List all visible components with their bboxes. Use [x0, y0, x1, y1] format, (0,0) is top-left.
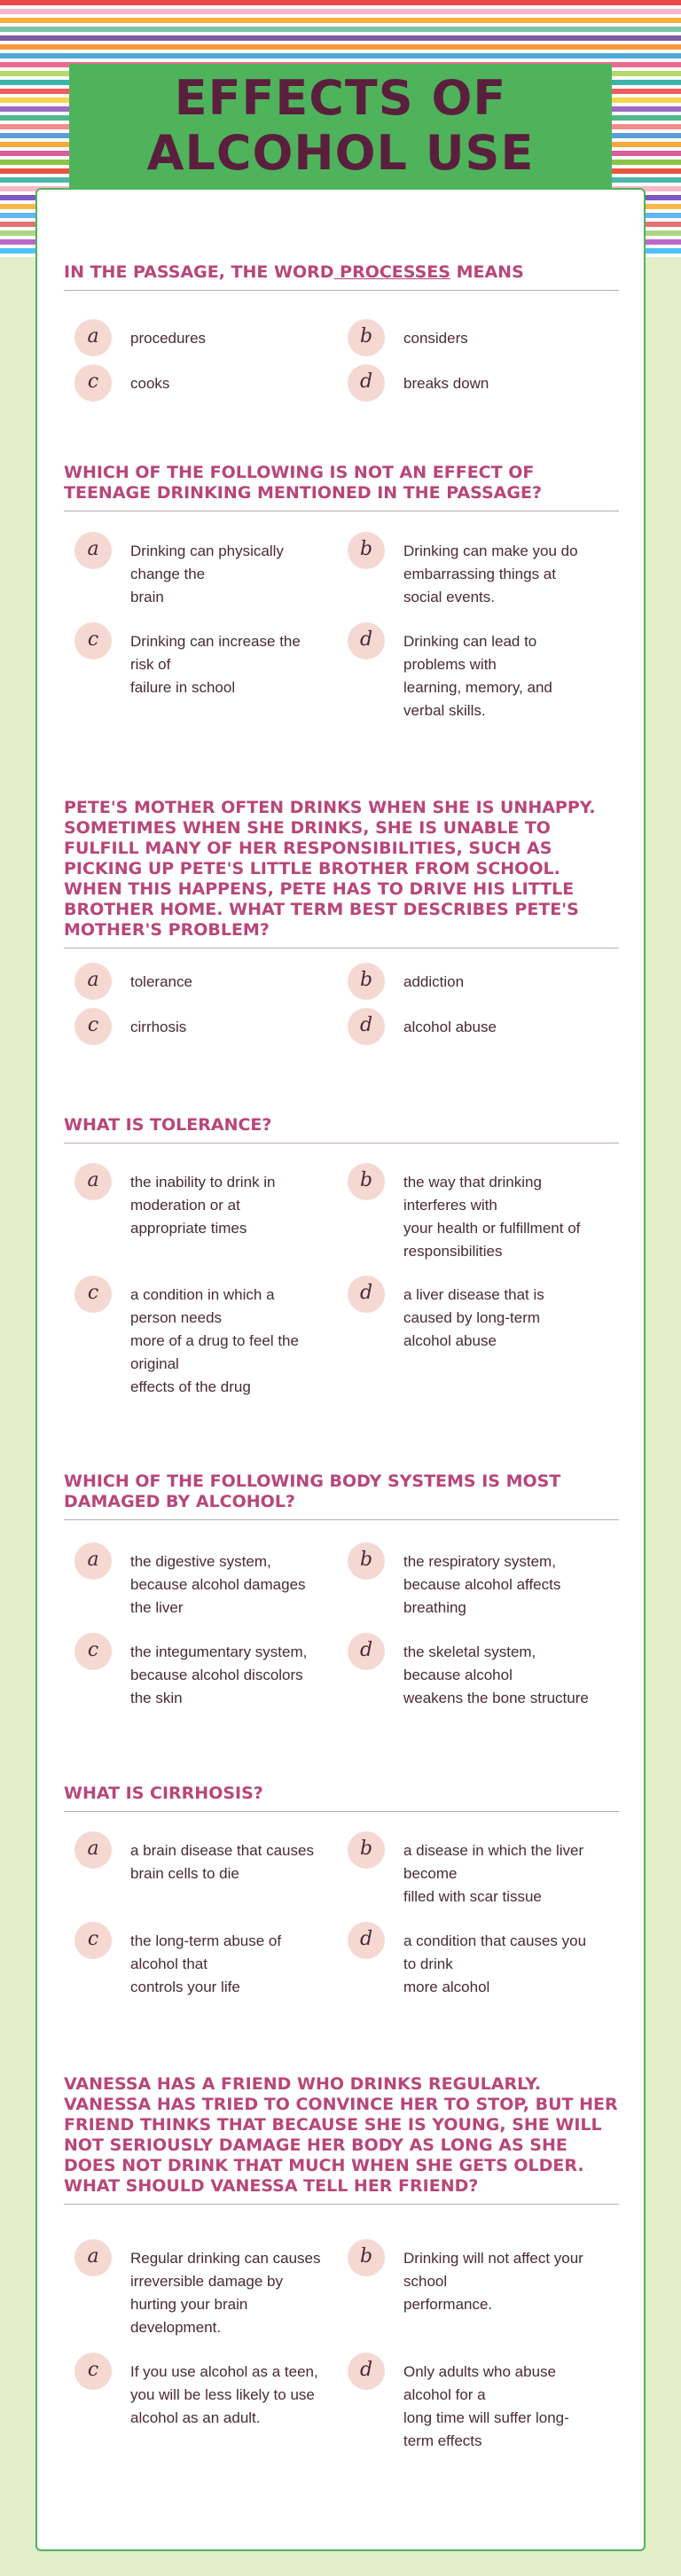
option-text: cirrhosis [130, 1019, 187, 1035]
option-letter-badge: b [348, 1163, 385, 1200]
option-text: the way that drinking interferes with your health or fulfillment of responsibilities [403, 1174, 581, 1260]
option-text: the integumentary system, because alcohol discolors the skin [130, 1643, 308, 1706]
option-letter-badge: b [348, 963, 385, 1000]
option-text: a liver disease that is caused by long-term alcohol abuse [403, 1286, 544, 1349]
option-text: the inability to drink in moderation or at appropriate times [130, 1174, 276, 1237]
question-7-text: VANESSA HAS A FRIEND WHO DRINKS REGULARLY. VANESSA HAS TRIED TO CONVINCE HER TO STOP, BUT HER FRIEND THINKS THAT BECAUSE SHE IS YOUNG, SHE WILL NOT SERIOUSLY DAMAGE HER BODY AS LONG AS SHE DOES NOT DRINK THAT MUCH WHEN SHE GETS OLDER. WHAT SHOULD VANESSA TELL HER FRIEND? [64, 2074, 619, 2205]
option-text: a condition that causes you to drink more alcohol [403, 1932, 587, 1995]
option-letter-badge: b [348, 319, 385, 356]
option-text: a brain disease that causes brain cells to die [130, 1842, 314, 1882]
option-letter-badge: a [74, 1163, 112, 1200]
option-letter-badge: c [74, 1633, 112, 1670]
stripe [0, 35, 681, 41]
option-letter-badge: d [348, 1633, 385, 1670]
option-text: a disease in which the liver become filled with scar tissue [403, 1842, 584, 1905]
option-letter-badge: a [74, 2239, 112, 2276]
option-text: Only adults who abuse alcohol for a long time will suffer long- term effects [403, 2363, 569, 2449]
quiz-card [35, 188, 646, 2551]
option-letter-badge: c [74, 1008, 112, 1045]
page-title: EFFECTS OF ALCOHOL USE [146, 70, 535, 181]
option-letter-badge: a [74, 532, 112, 569]
option-letter-badge: d [348, 364, 385, 402]
option-text: procedures [130, 330, 207, 347]
option-text: If you use alcohol as a teen, you will be less likely to use alcohol as an adult. [130, 2363, 318, 2426]
title-banner [69, 64, 612, 188]
question-1-underlined-word: PROCESSES [333, 262, 450, 282]
option-text: Drinking can increase the risk of failure in school [130, 633, 301, 696]
option-letter-badge: c [74, 622, 112, 660]
stripe [0, 27, 681, 32]
option-letter-badge: c [74, 2353, 112, 2390]
question-3-text: PETE'S MOTHER OFTEN DRINKS WHEN SHE IS UNHAPPY. SOMETIMES WHEN SHE DRINKS, SHE IS UNABLE TO FULFILL MANY OF HER RESPONSIBILITIES, SUCH AS PICKING UP PETE'S LITTLE BROTHER FROM SCHOOL. WHEN THIS HAPPENS, PETE HAS TO DRIVE HIS LITTLE BROTHER HOME. WHAT TERM BEST DESCRIBES PETE'S MOTHER'S PROBLEM? [64, 798, 619, 948]
question-2-text: WHICH OF THE FOLLOWING IS NOT AN EFFECT OF TEENAGE DRINKING MENTIONED IN THE PASSAGE? [64, 463, 619, 511]
option-text: Drinking can lead to problems with learning, memory, and verbal skills. [403, 633, 552, 719]
stripe [0, 9, 681, 14]
stripe [0, 18, 681, 23]
question-3 [64, 798, 619, 1036]
option-letter-badge: b [348, 1542, 385, 1580]
question-6 [64, 1784, 619, 1995]
option-letter-badge: a [74, 963, 112, 1000]
option-text: breaks down [403, 375, 489, 392]
option-text: Drinking will not affect your school performance. [403, 2250, 583, 2313]
option-text: considers [403, 330, 468, 347]
stripe [0, 44, 681, 50]
option-text: addiction [403, 973, 465, 990]
option-text: Drinking can make you do embarrassing things at social events. [403, 543, 578, 605]
question-1 [64, 262, 619, 393]
question-4 [64, 1115, 619, 1395]
option-letter-badge: c [74, 1276, 112, 1313]
question-1-text-start: IN THE PASSAGE, THE WORD [64, 262, 334, 282]
option-text: Regular drinking can causes irreversible damage by hurting your brain development. [130, 2250, 321, 2336]
option-letter-badge: c [74, 364, 112, 402]
option-letter-badge: b [348, 1831, 385, 1869]
question-6-text: WHAT IS CIRRHOSIS? [64, 1784, 619, 1812]
option-text: cooks [130, 375, 170, 392]
option-letter-badge: d [348, 1008, 385, 1045]
option-letter-badge: d [348, 1922, 385, 1959]
option-text: Drinking can physically change the brain [130, 543, 284, 605]
question-2 [64, 463, 619, 719]
question-7 [64, 2074, 619, 2449]
question-1-text-end: MEANS [450, 262, 524, 282]
option-text: tolerance [130, 973, 192, 990]
option-text: alcohol abuse [403, 1019, 497, 1035]
option-letter-badge: c [74, 1922, 112, 1959]
option-letter-badge: d [348, 622, 385, 660]
option-letter-badge: a [74, 319, 112, 356]
option-text: the long-term abuse of alcohol that controls your life [130, 1932, 282, 1995]
question-5-text: WHICH OF THE FOLLOWING BODY SYSTEMS IS MOST DAMAGED BY ALCOHOL? [64, 1471, 619, 1520]
option-letter-badge: d [348, 1276, 385, 1313]
option-text: the digestive system, because alcohol damages the liver [130, 1553, 306, 1616]
stripe [0, 53, 681, 59]
option-text: a condition in which a person needs more of a drug to feel the original effects of the drug [130, 1286, 299, 1395]
option-letter-badge: b [348, 532, 385, 569]
stripe [0, 0, 681, 5]
question-5 [64, 1471, 619, 1706]
option-letter-badge: d [348, 2353, 385, 2390]
option-text: the skeletal system, because alcohol weakens the bone structure [403, 1643, 589, 1706]
option-letter-badge: b [348, 2239, 385, 2276]
question-1-text [64, 262, 619, 291]
question-4-text: WHAT IS TOLERANCE? [64, 1115, 619, 1144]
option-text: the respiratory system, because alcohol affects breathing [403, 1553, 561, 1616]
option-letter-badge: a [74, 1542, 112, 1580]
option-letter-badge: a [74, 1831, 112, 1869]
